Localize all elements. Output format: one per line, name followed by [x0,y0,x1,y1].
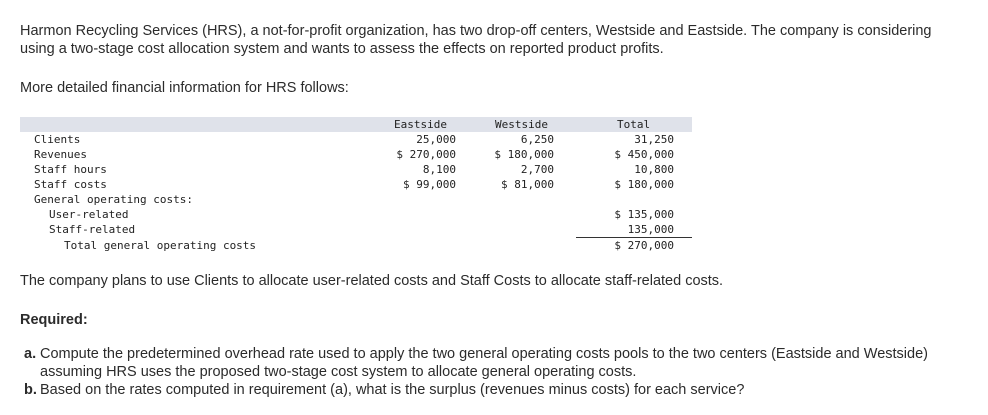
requirement-a-text: Compute the predetermined overhead rate used to apply the two general operating costs pools to the two centers (Eastside and Westside) assuming HRS uses the proposed two-stage cost system to allocate general operating costs. [40,346,928,380]
cell-total-user-related: $ 135,000 [614,208,674,221]
col-header-westside: Westside [495,118,548,131]
cell-total-staff-related: 135,000 [627,223,674,236]
intro-paragraph: Harmon Recycling Services (HRS), a not-for-profit organization, has two drop-off centers, Westside and Eastside. The company is considering using a two-stage cost allocation system and wants to assess the effects on reported product profits. [20,23,932,57]
total-underline [576,237,692,238]
row-label-revenues: Revenues [34,148,87,161]
requirements-list [24,345,964,399]
cell-westside-revenues: $ 180,000 [494,148,554,161]
row-label-clients: Clients [34,133,81,146]
cell-eastside-revenues: $ 270,000 [396,148,456,161]
row-label-staff-hours: Staff hours [34,163,107,176]
row-label-staff-related: Staff-related [49,223,136,236]
requirement-b-text: Based on the rates computed in requirement (a), what is the surplus (revenues minus costs) for each service? [40,382,745,398]
col-header-eastside: Eastside [394,118,447,131]
more-info-text: More detailed financial information for HRS follows: [20,80,349,96]
cell-westside-staff-costs: $ 81,000 [501,178,554,191]
cell-total-staff-hours: 10,800 [634,163,674,176]
cell-total-general-operating: $ 270,000 [614,239,674,252]
col-header-total: Total [617,118,651,131]
table-header-band [20,117,692,132]
required-heading: Required: [20,312,88,328]
requirement-b [24,381,964,399]
cell-westside-clients: 6,250 [520,133,554,146]
plan-text: The company plans to use Clients to allocate user-related costs and Staff Costs to allocate staff-related costs. [20,273,724,289]
requirement-a [24,345,964,381]
requirement-b-mark: b. [24,382,37,398]
cell-eastside-clients: 25,000 [416,133,456,146]
row-label-general-operating: General operating costs: [34,193,193,206]
cell-total-revenues: $ 450,000 [614,148,674,161]
cell-westside-staff-hours: 2,700 [520,163,554,176]
row-label-total-general: Total general operating costs [64,239,257,252]
cell-eastside-staff-costs: $ 99,000 [403,178,456,191]
requirement-a-mark: a. [24,346,37,362]
cell-total-staff-costs: $ 180,000 [614,178,674,191]
row-label-user-related: User-related [49,208,129,221]
cell-eastside-staff-hours: 8,100 [422,163,456,176]
row-label-staff-costs: Staff costs [34,178,107,191]
cell-total-clients: 31,250 [634,133,674,146]
